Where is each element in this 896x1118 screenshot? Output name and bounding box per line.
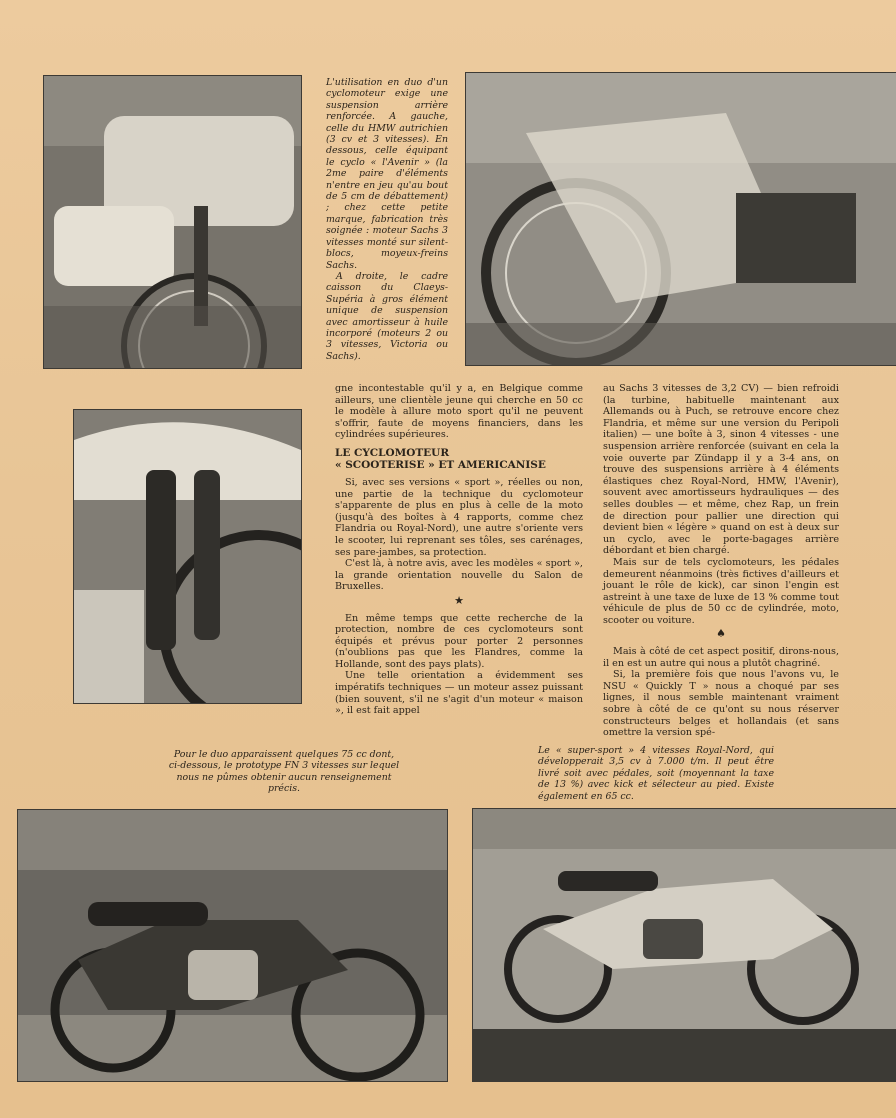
photo-hmw-rear-suspension [43,75,302,369]
star-separator-icon: ★ [454,593,464,607]
col1-paragraph-5: Une telle orientation a évidemment ses impératifs techniques — un moteur assez puissant (bien souvent, s'il ne s'agit d'un moteur « maison », il est fait appel [335,670,583,717]
caption-top-text: L'utilisation en duo d'un cyclomoteur exige une suspension arrière renforcée. A gauche, celle du HMW autrichien (3 cv et 3 vitesses). En dessous, celle équipant le cyclo « l'Avenir » (la 2me paire d'éléments n'entre en jeu qu'au bout de 5 cm de débattement) ; chez cette petite marque, fabrication très soignée : moteur Sachs 3 vitesses monté sur silent-blocs, moyeux-freins Sachs. [326,77,448,271]
section-heading-line-1: LE CYCLOMOTEUR [335,446,450,459]
col2-paragraph-1: au Sachs 3 vitesses de 3,2 CV) — bien refroidi (la turbine, habituelle maintenant aux Allemands ou à Puch, se retrouve encore chez Flandria, et même sur une version du Peripoli italien) — une boîte à 3, sinon 4 vitesses - une suspension arrière renforcée (suivant en cela la voie ouverte par Zündapp il y a 3-4 ans, on trouve des suspensions arrière à 4 éléments élastiques chez Royal-Nord, HMW, l'Avenir), souvent avec amortisseurs hydrauliques — des selles doubles — et même, chez Rap, un frein de direction pour pallier une direction qui devient bien « légère » quand on est à deux sur un cyclo, avec le porte-bagages arrière débordant et bien chargé. [603,383,839,557]
spade-separator-icon: ♠ [716,627,726,641]
caption-bottom-right-text: Le « super-sport » 4 vitesses Royal-Nord, qui développerait 3,5 cv à 7.000 t/m. Il peut être livré soit avec pédales, soit (moyennant la taxe de 13 %) avec kick et sélecteur au pied. Existe également en 65 cc. [538,745,774,802]
photo-claeys-superia-frame [465,72,896,366]
col1-paragraph-2: Si, avec ses versions « sport », réelles ou non, une partie de la technique du cyclomoteur s'apparente de plus en plus à celle de la moto (jusqu'à des boîtes à 4 rapports, comme chez Flandria ou Royal-Nord), une autre s'oriente vers le scooter, lui reprenant ses tôles, ses carénages, ses pare-jambes, sa protection. [335,476,583,558]
caption-bottom-right [538,745,774,802]
col1-paragraph-1: gne incontestable qu'il y a, en Belgique comme ailleurs, une clientèle jeune qui cherche en 50 cc le modèle à allure moto sport qu'il ne peuvent s'offrir, faute de moyens financiers, dans les cylindrées supérieures. [335,383,583,441]
col1-paragraph-4: En même temps que cette recherche de la protection, nombre de ces cyclomoteurs sont équipés et prévus pour porter 2 personnes (n'oublions pas que les Flandres, comme la Hollande, sont des pays plats). [335,612,583,670]
photo-royal-nord-super-sport [472,808,896,1082]
article-column-1 [335,383,583,717]
col2-paragraph-2: Mais sur de tels cyclomoteurs, les pédales demeurent néanmoins (très fictives d'ailleurs et jouant le rôle de kick), car sinon l'engin est astreint à une taxe de luxe de 13 % comme tout véhicule de plus de 50 cc de cylindrée, moto, scooter ou voiture. [603,556,839,626]
col2-paragraph-3: Mais à côté de cet aspect positif, dirons-nous, il en est un autre qui nous a plutôt chagriné. [603,646,839,669]
caption-top-text-2: A droite, le cadre caisson du Claeys-Supéria à gros élément unique de suspension avec amortisseur à huile incorporé (moteurs 2 ou 3 vitesses, Victoria ou Sachs). [326,270,448,362]
col1-paragraph-3: C'est là, à notre avis, avec les modèles « sport », la grande orientation nouvelle du Salon de Bruxelles. [335,558,583,593]
caption-bottom-left [168,749,400,795]
caption-bottom-left-text: Pour le duo apparaissent quelques 75 cc dont, ci-dessous, le prototype FN 3 vitesses sur lequel nous ne pûmes obtenir aucun renseignement précis. [168,749,400,795]
photo-avenir-suspension [73,409,302,704]
section-heading [335,447,583,471]
article-column-2 [603,383,839,739]
col2-paragraph-4: Si, la première fois que nous l'avons vu, le NSU « Quickly T » nous a choqué par ses lignes, il nous semble maintenant vraiment sobre à côté de ce qu'ont su nous réserver constructeurs belges et hollandais (et sans omettre la version spé- [603,669,839,739]
caption-top [326,77,448,362]
photo-fn-prototype [17,809,448,1082]
section-heading-line-2: « SCOOTERISE » ET AMERICANISE [335,458,546,471]
